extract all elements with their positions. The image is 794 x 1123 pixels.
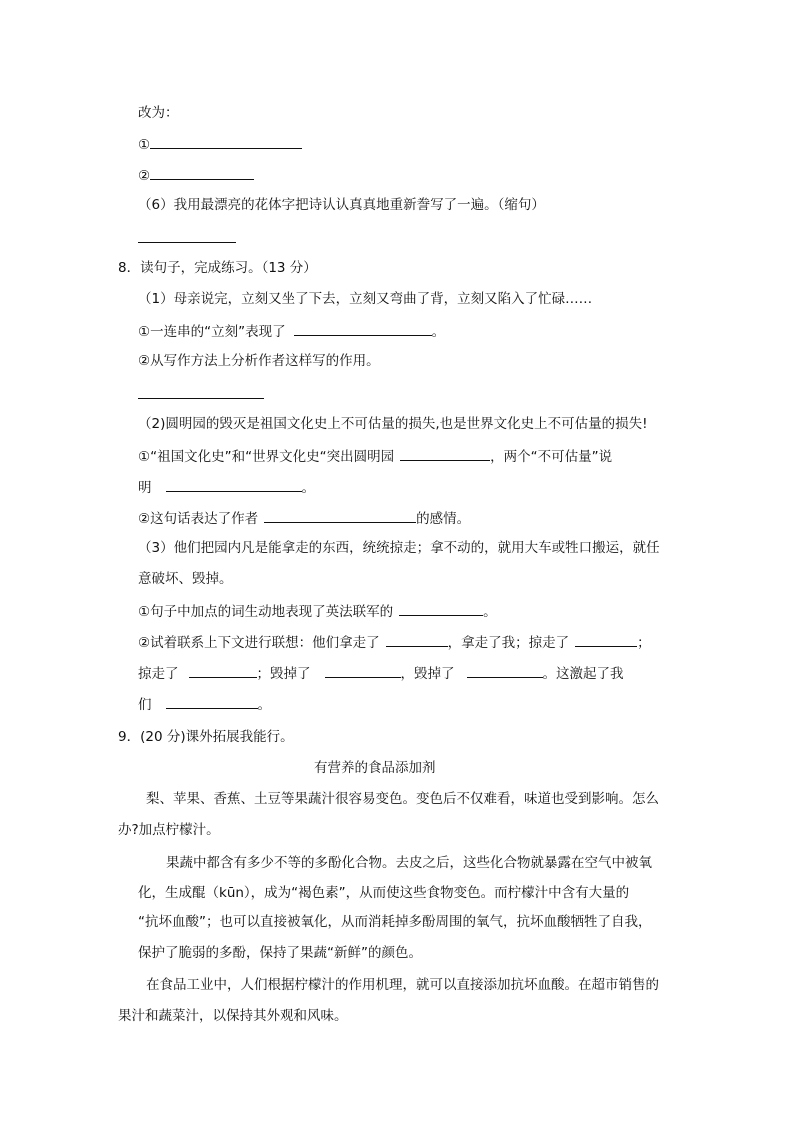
paragraph-1 [118,821,220,839]
answer-blank[interactable] [325,663,401,678]
answer-line-2 [138,165,254,183]
question-text: ，毁掉了 [400,666,455,682]
question-text: （2)圆明园的毁灭是祖国文化史上不可估量的损失,也是世界文化史上不可估量的损失! [138,416,648,432]
paragraph-text: 保护了脆弱的多酚，保持了果蔬“新鲜”的颜色。 [138,945,422,961]
question-text: （3）他们把园内凡是能拿走的东西，统统掠走；拿不动的，就用大车或牲口搬运，就任 [138,540,660,556]
circle-2: ② [138,168,151,184]
answer-blank[interactable] [166,477,302,492]
question-8-2a [138,446,612,464]
question-text: 。 [257,697,271,713]
paragraph-text: 化，生成醌（kūn），成为“褐色素”，从而使这些食物变色。而柠檬汁中含有大量的 [138,885,630,901]
answer-blank[interactable] [150,165,254,180]
answer-blank[interactable] [575,632,637,647]
passage-title-text: 有营养的食品添加剂 [314,760,436,776]
question-text: ②这句话表达了作者 [138,511,259,527]
question-8-3b-end [138,694,271,712]
question-text: ②试着联系上下文进行联想：他们拿走了 [138,635,380,651]
paragraph-3 [146,976,659,994]
paragraph-text: 办?加点柠檬汁。 [118,822,220,838]
question-text: ①句子中加点的词生动地表现了英法联军的 [138,604,394,620]
question-text: 。这激起了我 [542,666,624,682]
question-8-3b-cont [138,663,624,681]
question-text: 。 [431,324,446,340]
paragraph-3 [118,1007,348,1025]
question-6-text: （6）我用最漂亮的花体字把诗认认真真地重新誊写了一遍。（缩句） [138,197,545,213]
question-8-2a-cont [138,477,315,495]
answer-blank[interactable] [294,321,432,336]
paragraph-2 [138,944,422,962]
rewrite-text: 改为： [138,105,179,121]
question-text: ，两个“不可估量”说 [490,449,613,465]
answer-blank[interactable] [386,632,448,647]
question-text: ； [637,635,651,651]
paragraph-text: 果汁和蔬菜汁，以保持其外观和风味。 [118,1008,348,1024]
rewrite-label [138,104,179,122]
question-8-1 [138,290,592,308]
question-8-2b [138,508,470,526]
paragraph-text: 在食品工业中，人们根据柠檬汁的作用机理，就可以直接添加抗坏血酸。在超市销售的 [146,977,659,993]
question-8-3 [138,539,660,557]
question-8-3-cont [138,570,233,588]
question-text: ，拿走了我；掠走了 [447,635,570,651]
question-text: 。 [301,480,315,496]
answer-blank[interactable] [150,134,302,149]
question-8-3b [138,632,651,650]
answer-blank[interactable] [189,663,257,678]
question-8-text: 8．读句子，完成练习。（13 分） [118,260,317,276]
answer-blank[interactable] [166,694,258,709]
question-text: 掠走了 [138,666,179,682]
question-8-1-text: （1）母亲说完，立刻又坐了下去，立刻又弯曲了背，立刻又陷入了忙碌…… [138,291,593,307]
question-text: 的感情。 [416,511,471,527]
answer-blank[interactable] [467,663,543,678]
question-text: 意破坏、毁掉。 [138,571,233,587]
question-9-text: 9．(20 分)课外拓展我能行。 [118,729,294,745]
answer-blank[interactable] [399,601,483,616]
question-text: ②从写作方法上分析作者这样写的作用。 [138,353,380,369]
question-text: ①“祖国文化史”和“世界文化史“突出圆明园 [138,449,395,465]
answer-blank[interactable] [138,242,236,243]
question-9 [118,728,294,746]
paragraph-2 [138,884,629,902]
paragraph-text: 果蔬中都含有多少不等的多酚化合物。去皮之后，这些化合物就暴露在空气中被氧 [166,855,652,871]
question-text: 明 [138,480,152,496]
paragraph-2 [138,913,652,931]
paragraph-1 [146,790,659,808]
question-8-2 [138,415,648,433]
answer-blank[interactable] [400,446,490,461]
paragraph-text: “抗坏血酸”；也可以直接被氧化，从而消耗掉多酚周围的氧气，抗坏血酸牺牲了自我， [138,914,652,930]
paragraph-2 [166,854,652,872]
answer-blank[interactable] [138,398,264,399]
passage-title [314,759,436,777]
question-8 [118,259,317,277]
question-8-1a [138,321,445,339]
question-8-1b [138,352,380,370]
answer-line-1 [138,134,302,152]
paragraph-text: 梨、苹果、香蕉、土豆等果蔬汁很容易变色。变色后不仅难看，味道也受到影响。怎么 [146,791,659,807]
circle-1: ① [138,137,151,153]
question-6 [138,196,545,214]
question-8-3a [138,601,497,619]
question-text: 们 [138,697,152,713]
question-text: ①一连串的“立刻”表现了 [138,324,286,340]
answer-blank[interactable] [264,508,416,523]
question-text: ；毁掉了 [256,666,311,682]
question-text: 。 [483,604,497,620]
